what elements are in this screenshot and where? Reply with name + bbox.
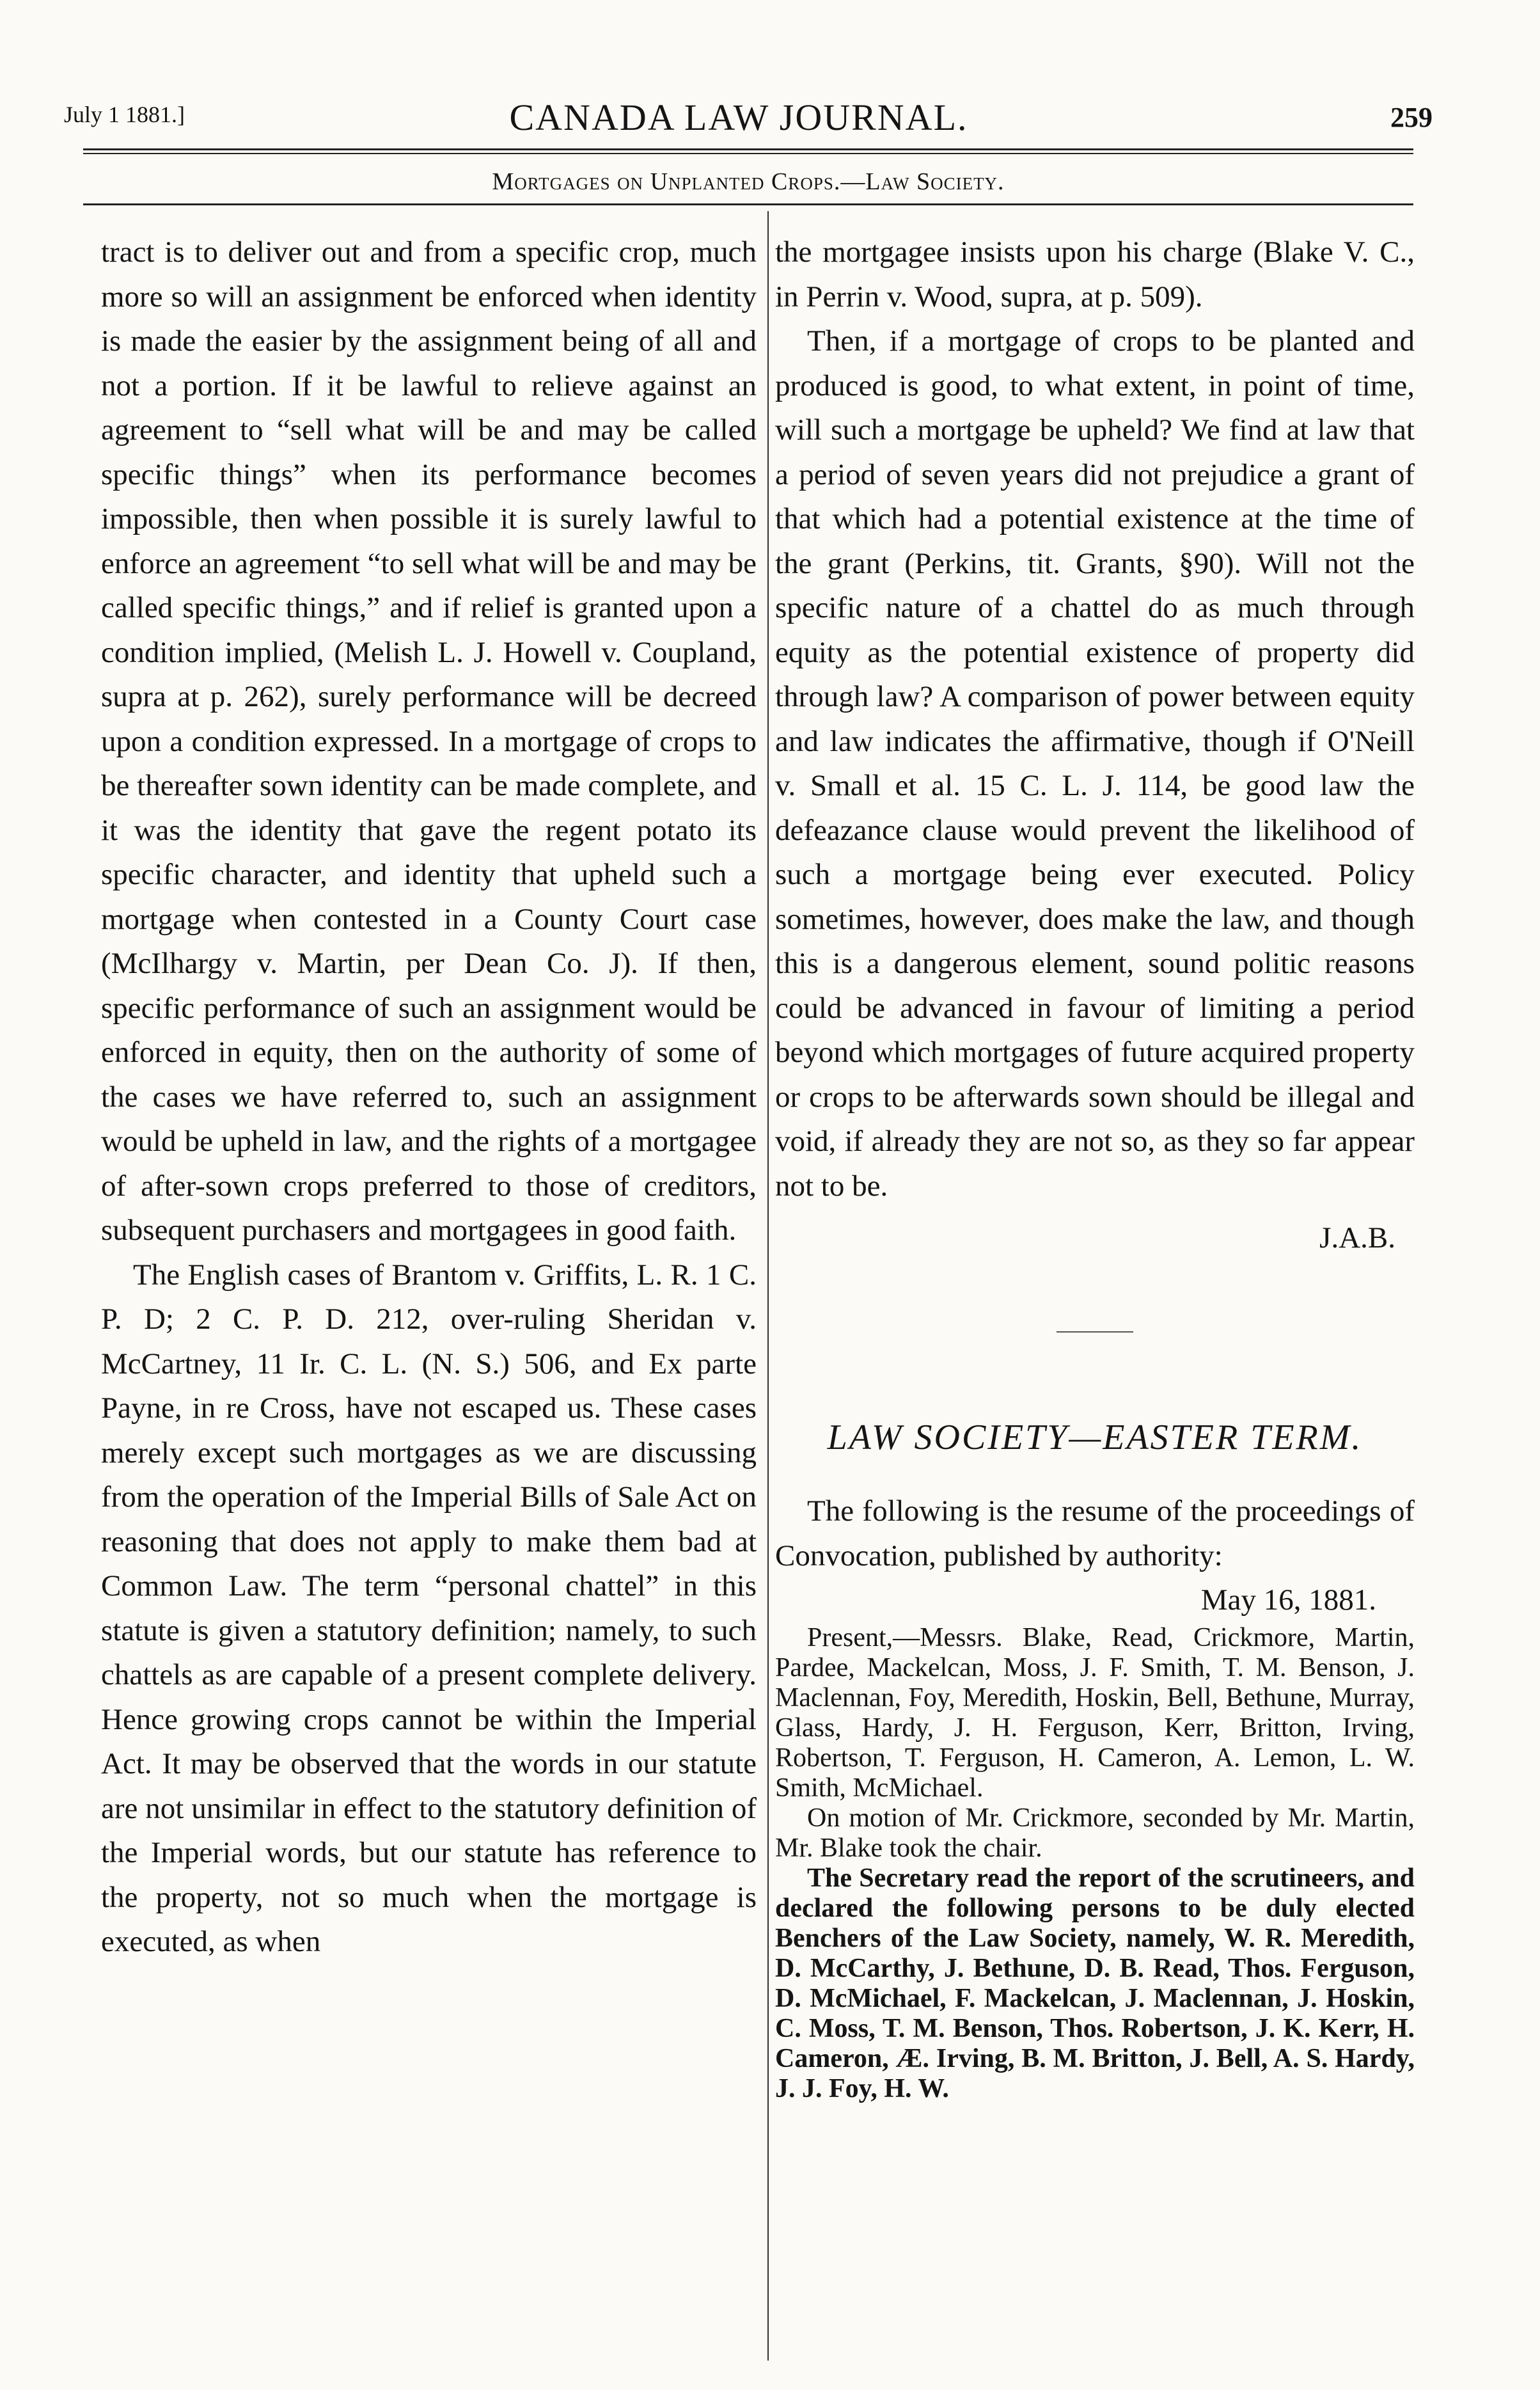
intro-paragraph: The following is the resume of the proceedings of Convocation, published by authority: [775, 1494, 1415, 1572]
page-number: 259 [1390, 102, 1433, 133]
page-header [45, 96, 1433, 147]
right-paragraph-2: Then, if a mortgage of crops to be planted and produced is good, to what extent, in point of time, will such a mortgage be upheld? We find at law that a period of seven years did not prejudice a grant of that which had a potential existence at the time of the grant (Perkins, tit. Grants, §90). Will not the specific nature of a chattel do as much through equity as the potential existence of property did through law? A comparison of power between equity and law indicates the affirmative, though if O'Neill v. Small et al. 15 C. L. J. 114, be good law the defeazance clause would prevent the likelihood of such a mortgage being ever executed. Policy sometimes, however, does make the law, and though this is a dangerous element, sound politic reasons could be advanced in favour of limiting a period beyond which mortgages of future acquired property or crops to be afterwards sown should be illegal and void, if already they are not so, as they so far appear not to be. [775, 324, 1415, 1203]
motion-paragraph: On motion of Mr. Crickmore, seconded by Mr. Martin, Mr. Blake took the chair. [775, 1803, 1415, 1863]
journal-title: CANADA LAW JOURNAL. [509, 97, 968, 138]
issue-date: July 1 1881.] [64, 102, 185, 127]
report-paragraph: The Secretary read the report of the scrutineers, and declared the following persons to be duly elected Benchers of the Law Society, namely, W. R. Meredith, D. McCarthy, J. Bethune, D. B. Read, Thos. Ferguson, D. McMichael, F. Mackelcan, J. Maclennan, J. Hoskin, C. Moss, T. M. Benson, Thos. Robertson, J. K. Kerr, H. Cameron, Æ. Irving, B. M. Britton, J. Bell, A. S. Hardy, J. J. Foy, H. W. [775, 1863, 1415, 2103]
right-paragraph-1: the mortgagee insists upon his charge (Blake V. C., in Perrin v. Wood, supra, at p. 509). [775, 235, 1415, 313]
header-rule-double [83, 153, 1413, 154]
header-rule-top [83, 148, 1413, 150]
left-paragraph-2: The English cases of Brantom v. Griffits, L. R. 1 C. P. D; 2 C. P. D. 212, over-ruling Sheridan v. McCartney, 11 Ir. C. L. (N. S.) 506, and Ex parte Payne, in re Cross, have not escaped us. These cases merely except such mortgages as we are discussing from the operation of the Imperial Bills of Sale Act on reasoning that does not apply to make them bad at Common Law. The term “personal chattel” in this statute is given a statutory definition; namely, to such chattels as are capable of a present complete delivery. Hence growing crops cannot be within the Imperial Act. It may be observed that the words in our statute are not unsimilar in effect to the statutory definition of the Imperial words, but our statute has reference to the property, not so much when the mortgage is executed, as when [101, 1258, 757, 1958]
author-signature: J.A.B. [1319, 1221, 1395, 1254]
left-paragraph-1: tract is to deliver out and from a specific crop, much more so will an assignment be enforced when identity is made the easier by the assignment being of all and not a portion. If it be lawful to relieve against an agreement to “sell what will be and may be called specific things” when its performance becomes impossible, then when possible it is surely lawful to enforce an agreement “to sell what will be and may be called specific things,” and if relief is granted upon a condition implied, (Melish L. J. Howell v. Coupland, supra at p. 262), surely performance will be decreed upon a condition expressed. In a mortgage of crops to be thereafter sown identity can be made complete, and it was the identity that gave the regent potato its specific character, and identity that upheld such a mortgage when contested in a County Court case (McIlhargy v. Martin, per Dean Co. J). If then, specific performance of such an assignment would be enforced in equity, then on the authority of some of the cases we have referred to, such an assignment would be upheld in law, and the rights of a mortgagee of after-sown crops preferred to those of creditors, subsequent purchasers and mortgagees in good faith. [101, 235, 757, 1247]
section-divider [1057, 1331, 1133, 1333]
proceedings [775, 1623, 1415, 2104]
section-title: LAW SOCIETY—EASTER TERM. [827, 1417, 1363, 1457]
present-list: Present,—Messrs. Blake, Read, Crickmore, Martin, Pardee, Mackelcan, Moss, J. F. Smith, T. M. Benson, J. Maclennan, Foy, Meredith, Hoskin, Bell, Bethune, Murray, Glass, Hardy, J. H. Ferguson, Kerr, Britton, Irving, Robertson, T. Ferguson, H. Cameron, A. Lemon, L. W. Smith, McMichael. [775, 1622, 1415, 1803]
header-rule-bottom [83, 203, 1413, 205]
column-divider [767, 211, 769, 2361]
left-column [101, 230, 757, 1965]
meeting-date: May 16, 1881. [1200, 1583, 1376, 1617]
right-column [775, 230, 1415, 2104]
running-subheading: Mortgages on Unplanted Crops.—Law Society. [492, 168, 1005, 195]
